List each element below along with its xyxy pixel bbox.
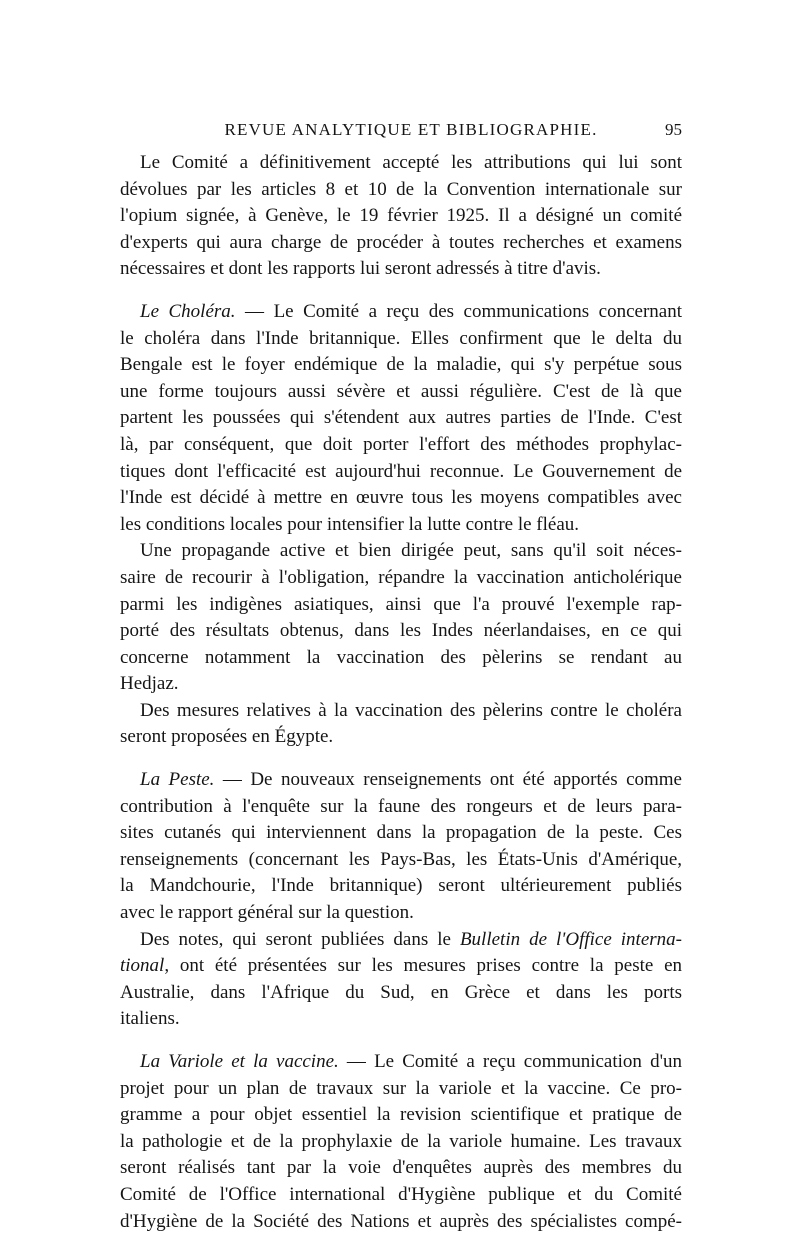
text-line: partent les poussées qui s'étendent aux autres parties de l'Inde. C'est bbox=[120, 407, 682, 429]
text-line: la Mandchourie, l'Inde britannique) seront ultérieurement publiés bbox=[120, 875, 682, 897]
text-line: gramme a pour objet essentiel la revision scientifique et pratique de bbox=[120, 1104, 682, 1126]
body-text bbox=[120, 150, 682, 1235]
text-line: seront réalisés tant par la voie d'enquêtes auprès des membres du bbox=[120, 1157, 682, 1179]
text-line: Bengale est le foyer endémique de la maladie, qui s'y perpétue sous bbox=[120, 354, 682, 376]
text-line: renseignements (concernant les Pays-Bas, les États-Unis d'Amérique, bbox=[120, 848, 682, 870]
section-heading-peste: La Peste. bbox=[140, 769, 215, 791]
text-fragment: — De nouveaux renseignements ont été apportés comme bbox=[214, 769, 682, 791]
paragraph-opium bbox=[120, 150, 682, 283]
section-variole bbox=[120, 1049, 682, 1235]
text-line: la pathologie et de la prophylaxie de la variole humaine. Les travaux bbox=[120, 1130, 682, 1152]
text-line: saire de recourir à l'obligation, répandre la vaccination anticholérique bbox=[120, 566, 682, 588]
text-line: Une propagande active et bien dirigée peut, sans qu'il soit néces- bbox=[140, 540, 682, 562]
bulletin-title-end: tional bbox=[120, 955, 165, 977]
text-line: porté des résultats obtenus, dans les Indes néerlandaises, en ce qui bbox=[120, 620, 682, 642]
text-line bbox=[120, 927, 682, 954]
text-line: Comité de l'Office international d'Hygiène publique et du Comité bbox=[120, 1183, 682, 1205]
text-line bbox=[120, 1049, 682, 1076]
running-title: REVUE ANALYTIQUE ET BIBLIOGRAPHIE. bbox=[224, 120, 598, 139]
text-fragment: Des notes, qui seront publiées dans le bbox=[140, 928, 460, 950]
bulletin-title: Bulletin de l'Office interna- bbox=[459, 928, 682, 950]
text-line: parmi les indigènes asiatiques, ainsi que l'a prouvé l'exemple rap- bbox=[120, 593, 682, 615]
text-line: tiques dont l'efficacité est aujourd'hui reconnue. Le Gouvernement de bbox=[120, 460, 682, 482]
text-fragment: — Le Comité a reçu des communications concernant bbox=[235, 300, 682, 322]
text-line: projet pour un plan de travaux sur la variole et la vaccine. Ce pro- bbox=[120, 1077, 682, 1099]
text-line: dévolues par les articles 8 et 10 de la Convention internationale sur bbox=[120, 178, 682, 200]
text-line: d'Hygiène de la Société des Nations et auprès des spécialistes compé- bbox=[120, 1210, 682, 1232]
text-line: là, par conséquent, que doit porter l'effort des méthodes prophylac- bbox=[120, 433, 682, 455]
text-line: le choléra dans l'Inde britannique. Elles confirment que le delta du bbox=[120, 327, 682, 349]
text-line: contribution à l'enquête sur la faune des rongeurs et de leurs para- bbox=[120, 795, 682, 817]
text-line bbox=[120, 299, 682, 326]
text-line: nécessaires et dont les rapports lui seront adressés à titre d'avis. bbox=[120, 258, 601, 280]
text-line: concerne notamment la vaccination des pèlerins se rendant au bbox=[120, 646, 682, 668]
text-line: Le Comité a définitivement accepté les attributions qui lui sont bbox=[140, 152, 682, 173]
text-line: italiens. bbox=[120, 1008, 180, 1030]
section-cholera bbox=[120, 299, 682, 751]
text-line: sites cutanés qui interviennent dans la propagation de la peste. Ces bbox=[120, 822, 682, 844]
text-line: avec le rapport général sur la question. bbox=[120, 902, 414, 924]
text-line: les conditions locales pour intensifier la lutte contre le fléau. bbox=[120, 513, 580, 535]
text-line: une forme toujours aussi sévère et aussi régulière. C'est de là que bbox=[120, 380, 682, 402]
section-peste bbox=[120, 767, 682, 1033]
text-line: Australie, dans l'Afrique du Sud, en Grèce et dans les ports bbox=[120, 981, 682, 1003]
page-number: 95 bbox=[665, 120, 682, 139]
text-line: Hedjaz. bbox=[120, 673, 179, 695]
section-heading-variole: La Variole et la vaccine. bbox=[140, 1051, 339, 1072]
text-line: Des mesures relatives à la vaccination des pèlerins contre le choléra bbox=[140, 699, 682, 721]
text-fragment: , ont été présentées sur les mesures prises contre la peste en bbox=[164, 955, 682, 977]
text-line bbox=[120, 767, 682, 794]
text-line: l'Inde est décidé à mettre en œuvre tous les moyens compatibles avec bbox=[120, 487, 682, 509]
text-line: d'experts qui aura charge de procéder à toutes recherches et examens bbox=[120, 231, 682, 253]
section-heading-cholera: Le Choléra. bbox=[140, 300, 236, 322]
text-line bbox=[120, 953, 682, 980]
page-header bbox=[140, 118, 682, 142]
text-line: seront proposées en Égypte. bbox=[120, 726, 334, 748]
text-line: l'opium signée, à Genève, le 19 février 1925. Il a désigné un comité bbox=[120, 205, 682, 227]
text-fragment: — Le Comité a reçu communication d'un bbox=[338, 1051, 682, 1072]
